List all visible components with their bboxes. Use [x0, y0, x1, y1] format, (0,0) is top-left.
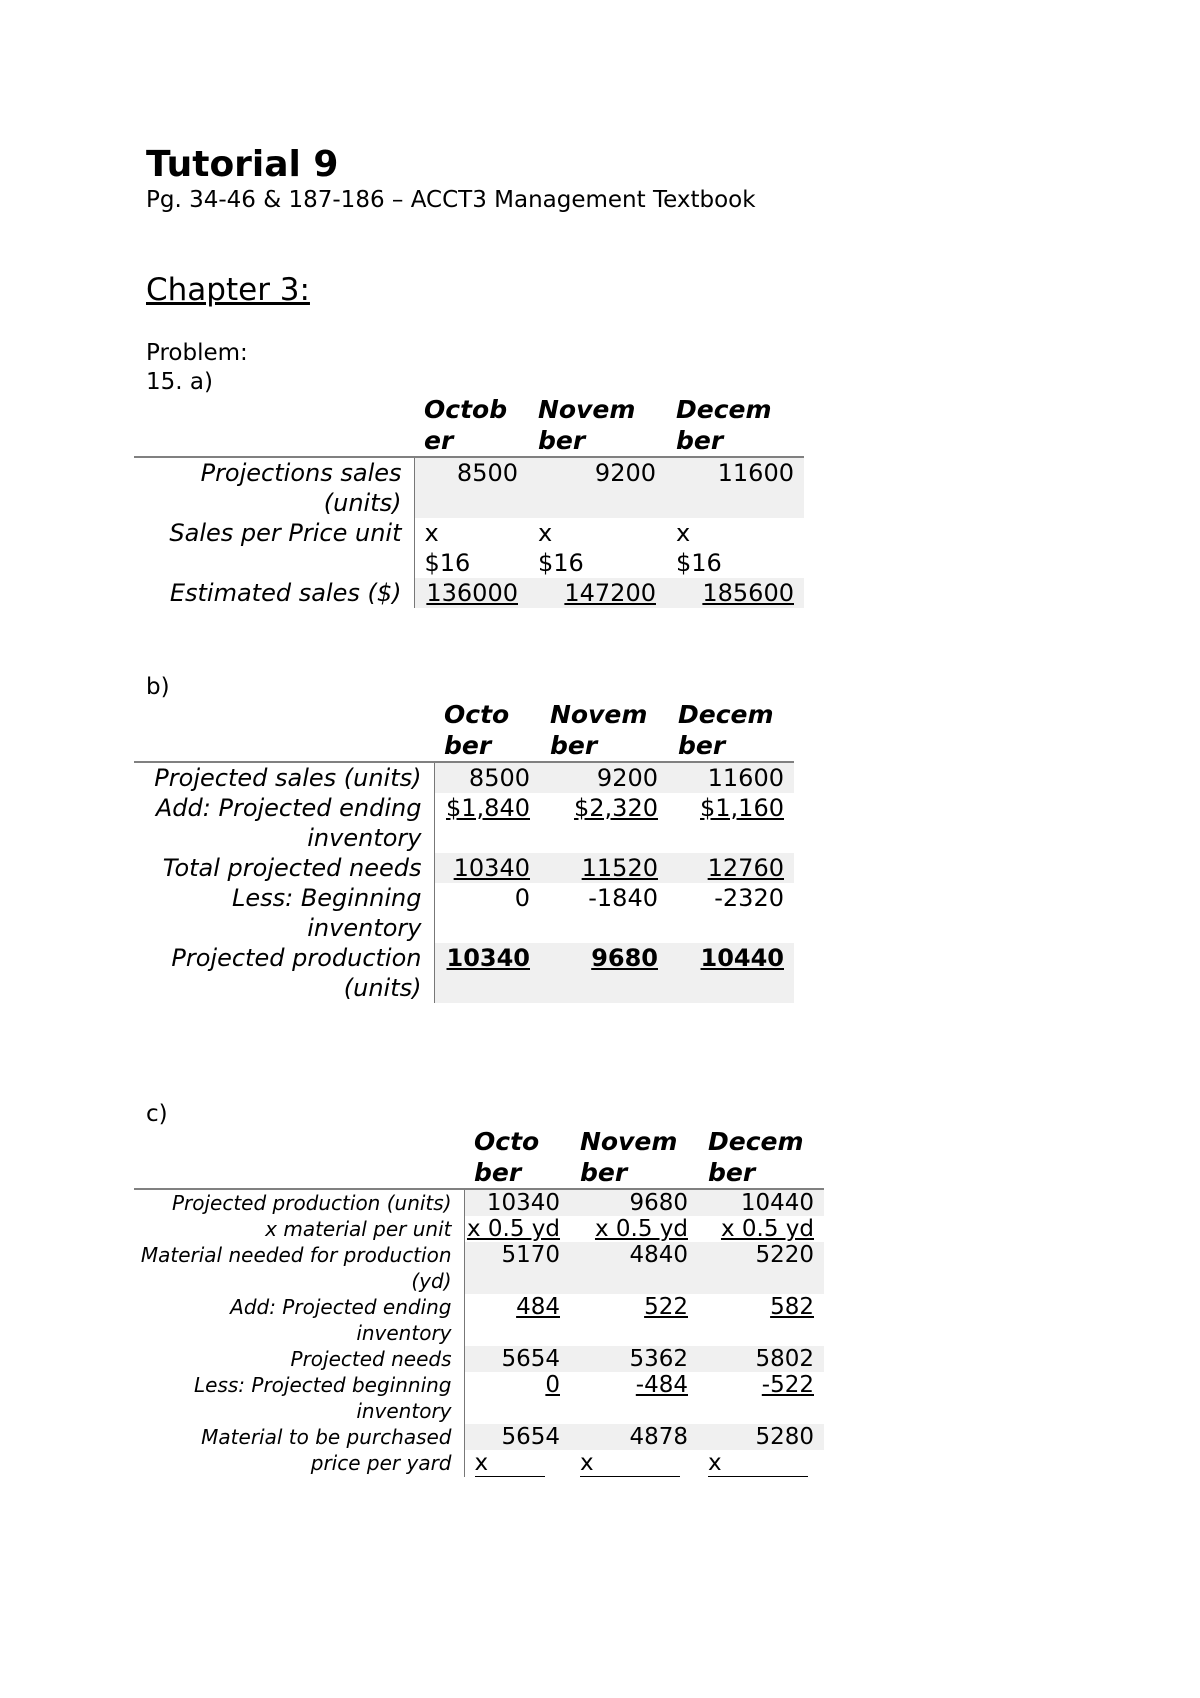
cell-value: x $16: [676, 519, 722, 577]
table-b-production-budget: [134, 699, 794, 1003]
month-header-december: Decem ber: [666, 394, 804, 457]
cell-value: x 0.5 yd: [720, 1216, 814, 1242]
table-row: [134, 793, 794, 853]
table-c-header-row: [134, 1126, 824, 1189]
cell-value: 5654: [464, 1424, 570, 1450]
cell-value: 10440: [698, 1189, 824, 1216]
row-label: x material per unit: [134, 1216, 464, 1242]
cell-value: 11520: [540, 853, 668, 883]
cell-value: 4878: [570, 1424, 698, 1450]
table-row: [134, 762, 794, 793]
cell-value: 9680: [540, 943, 668, 1003]
cell-value: 10340: [434, 943, 540, 1003]
row-label: Add: Projected ending inventory: [134, 793, 434, 853]
cell-value: 5220: [698, 1242, 824, 1294]
cell-value: 5362: [570, 1346, 698, 1372]
cell-value: 5654: [464, 1346, 570, 1372]
cell-value: x 0.5 yd: [594, 1216, 688, 1242]
chapter-heading: Chapter 3:: [146, 272, 310, 308]
cell-value: -2320: [714, 884, 784, 912]
table-row: [134, 518, 804, 578]
table-row: [134, 853, 794, 883]
cell-value: 5802: [698, 1346, 824, 1372]
cell-value: 8500: [434, 762, 540, 793]
cell-value: -484: [635, 1372, 688, 1398]
cell-value: 147200: [528, 578, 666, 608]
row-label: Material needed for production (yd): [134, 1242, 464, 1294]
table-row: [134, 1346, 824, 1372]
cell-value: $1,160: [700, 794, 784, 822]
month-header-november: Novem ber: [528, 394, 666, 457]
cell-value: 5170: [464, 1242, 570, 1294]
month-header-october: Octo ber: [434, 699, 540, 762]
row-label: Projected needs: [134, 1346, 464, 1372]
cell-value: 9200: [540, 762, 668, 793]
table-row: [134, 1372, 824, 1424]
table-row: [134, 883, 794, 943]
cell-value: 10340: [464, 1189, 570, 1216]
table-row: [134, 943, 794, 1003]
problem-label: Problem:: [146, 340, 248, 366]
cell-value: x: [475, 1450, 545, 1477]
row-label: Total projected needs: [134, 853, 434, 883]
row-label: Add: Projected ending inventory: [134, 1294, 464, 1346]
row-label: Estimated sales ($): [134, 578, 414, 608]
row-label: Projected production (units): [134, 1189, 464, 1216]
part-b-label: b): [146, 674, 170, 700]
page-title: Tutorial 9: [146, 144, 339, 185]
table-c-materials-budget: [134, 1126, 824, 1477]
cell-value: 0: [514, 884, 530, 912]
cell-value: x $16: [538, 519, 584, 577]
cell-value: 10340: [434, 853, 540, 883]
part-a-label: 15. a): [146, 369, 213, 395]
month-header-november: Novem ber: [570, 1126, 698, 1189]
part-c-label: c): [146, 1101, 168, 1127]
cell-value: 9200: [528, 457, 666, 518]
table-row: [134, 457, 804, 518]
row-label: Sales per Price unit: [134, 518, 414, 578]
row-label: price per yard: [134, 1450, 464, 1477]
month-header-october: Octob er: [414, 394, 528, 457]
table-b-header-row: [134, 699, 794, 762]
cell-value: x: [580, 1450, 680, 1477]
cell-value: 5280: [698, 1424, 824, 1450]
table-a-header-row: [134, 394, 804, 457]
cell-value: 185600: [666, 578, 804, 608]
cell-value: 582: [770, 1294, 814, 1320]
cell-value: 12760: [668, 853, 794, 883]
month-header-december: Decem ber: [668, 699, 794, 762]
row-label: Projected production (units): [134, 943, 434, 1003]
cell-value: -1840: [588, 884, 658, 912]
row-label: Less: Projected beginning inventory: [134, 1372, 464, 1424]
month-header-october: Octo ber: [464, 1126, 570, 1189]
table-row: [134, 1189, 824, 1216]
table-row: [134, 1242, 824, 1294]
table-row: [134, 1450, 824, 1477]
cell-value: x 0.5 yd: [466, 1216, 560, 1242]
cell-value: 4840: [570, 1242, 698, 1294]
cell-value: $2,320: [574, 794, 658, 822]
row-label: Less: Beginning inventory: [134, 883, 434, 943]
cell-value: 0: [545, 1372, 560, 1398]
row-label: Material to be purchased: [134, 1424, 464, 1450]
cell-value: 522: [644, 1294, 688, 1320]
page-subtitle: Pg. 34-46 & 187-186 – ACCT3 Management Textbook: [146, 187, 756, 213]
table-row: [134, 1424, 824, 1450]
table-a-sales-budget: [134, 394, 804, 608]
table-row: [134, 1294, 824, 1346]
table-row: [134, 578, 804, 608]
cell-value: x: [708, 1450, 808, 1477]
cell-value: 11600: [668, 762, 794, 793]
cell-value: 10440: [668, 943, 794, 1003]
cell-value: x $16: [424, 519, 471, 577]
row-label: Projected sales (units): [134, 762, 434, 793]
month-header-november: Novem ber: [540, 699, 668, 762]
month-header-december: Decem ber: [698, 1126, 824, 1189]
cell-value: 484: [516, 1294, 560, 1320]
cell-value: 9680: [570, 1189, 698, 1216]
cell-value: 8500: [414, 457, 528, 518]
cell-value: 11600: [666, 457, 804, 518]
cell-value: 136000: [414, 578, 528, 608]
row-label: Projections sales (units): [134, 457, 414, 518]
cell-value: $1,840: [446, 794, 530, 822]
table-row: [134, 1216, 824, 1242]
cell-value: -522: [761, 1372, 814, 1398]
